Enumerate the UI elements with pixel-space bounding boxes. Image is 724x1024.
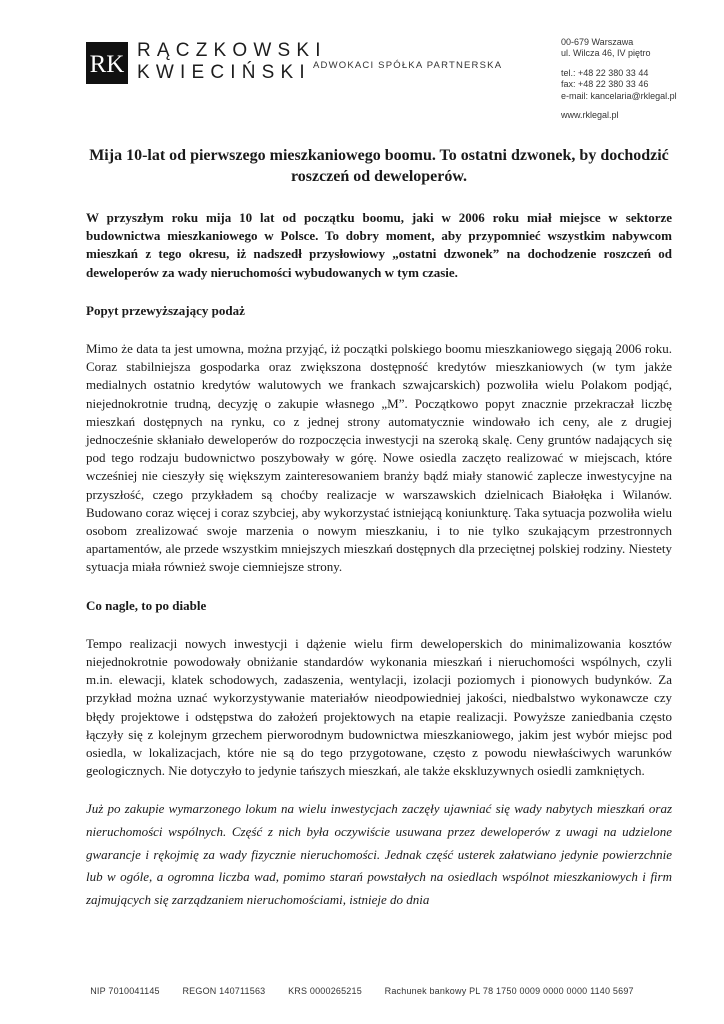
svg-text:RK: RK (89, 51, 125, 78)
website-link[interactable]: www.rklegal.pl (561, 110, 619, 121)
footer-krs: KRS 0000265215 (288, 986, 362, 996)
section-paragraph-co-nagle: Tempo realizacji nowych inwestycji i dążenie wielu firm deweloperskich do minimalizowania kosztów niejednokrotnie powodowały obniżanie standardów wykonania mieszkań i nieruchomości wspólnych, czyli m.in. elewacji, klatek schodowych, zadaszenia, wentylacji, izolacji poziomych i pionowych budynków. Za przykład można uznać wykorzystywanie materiałów nieodpowiedniej jakości, niedbalstwo wykonawcze czy błędy projektowe i odstępstwa do założeń projektowych na etapie realizacji. Powyższe zaniedbania często łączyły się z kolejnym grzechem pierworodnym budownictwa mieszkaniowego, jakim jest wybór miejsc pod osiedla, w lokalizacjach, które nie są do tego przygotowane, często z powodu niewłaściwych warunków geologicznych. Nie dotyczyło to jedynie tańszych mieszkań, ale także ekskluzywnych osiedli zamkniętych. (86, 635, 672, 779)
footer (0, 986, 724, 996)
section-paragraph-popyt: Mimo że data ta jest umowna, można przyjąć, iż początki polskiego boomu mieszkaniowego sięgają 2006 roku. Coraz stabilniejsza gospodarka oraz zwiększona dostępność kredytów mieszkaniowych (w tym jakże medialnych ostatnio kredytów walutowych we frankach szwajcarskich) pozwoliła wielu Polakom podjąć, niejednokrotnie trudną, decyzję o zakupie własnego „M”. Początkowo popyt znacznie przekraczał liczbę mieszkań dostępnych na rynku, co z jednej strony automatycznie windowało ich ceny, ale z drugiej jednocześnie skłaniało deweloperów do rozpoczęcia inwestycji na szeroką skalę. Ceny gruntów nadających się pod tego rodzaju budownictwo poszybowały w górę. Nowe osiedla zaczęto realizować w miejscach, które wcześniej nie cieszyły się większym zainteresowaniem branży bądź miały stanowić zaplecze inwestycyjne na przyszłość, czego przykładem są choćby realizacje w warszawskich dzielnicach Białołęka i Wilanów. Budowano coraz więcej i coraz szybciej, aby wykorzystać istniejącą koniunkturę. Taka sytuacja pozwoliła wielu osobom zrealizować swoje marzenia o nowym mieszkaniu, i to nie tylko szukającym przestronnych apartamentów, ale przede wszystkim mniejszych mieszkań dostępnych dla przeciętnej polskiej rodziny. Niestety sytuacja miała również swoje ciemniejsze strony. (86, 341, 672, 575)
footer-nip: NIP 7010041145 (90, 986, 160, 996)
letterhead (0, 0, 724, 135)
article-body (86, 146, 672, 911)
phone-number: tel.: +48 22 380 33 44 (561, 67, 649, 78)
article-title: Mija 10-lat od pierwszego mieszkaniowego boomu. To ostatni dzwonek, by dochodzić roszczeń od deweloperów. (89, 147, 669, 185)
footer-bank-account: Rachunek bankowy PL 78 1750 0009 0000 0000 1140 5697 (384, 986, 634, 996)
firm-logo (86, 42, 128, 84)
email-address[interactable]: e-mail: kancelaria@rklegal.pl (561, 90, 677, 101)
firm-name-line2: KWIECIŃSKI (137, 62, 311, 83)
italic-paragraph: Już po zakupie wymarzonego lokum na wielu inwestycjach zaczęły ujawniać się wady nabytych mieszkań oraz nieruchomości wspólnych. Część z nich była oczywiście usuwana przez deweloperów z uwagi na udzielone gwarancje i rękojmię za wady fizycznie nieruchomości. Jednak część usterek załatwiano jedynie powierzchnie lub w ogóle, a ogromna liczba wad, pomimo starań powstałych na osiedlach wspólnot mieszkaniowych i firm zajmujących się zarządzaniem nieruchomościami, istnieje do dnia (86, 801, 672, 907)
footer-regon: REGON 140711563 (182, 986, 266, 996)
article-lead: W przyszłym roku mija 10 lat od początku boomu, jaki w 2006 roku miał miejsce w sektorze budownictwa mieszkaniowego w Polsce. To dobry moment, aby przypomnieć wszystkim nabywcom mieszkań z tego okresu, iż nadszedł przysłowiowy „ostatni dzwonek” na dochodzenie roszczeń od deweloperów za wady nieruchomości wybudowanych w tym czasie. (86, 210, 672, 280)
contact-block (561, 37, 677, 121)
section-heading-co-nagle: Co nagle, to po diable (86, 597, 207, 613)
postal-address: 00-679 Warszawa (561, 37, 634, 47)
firm-name-line1: RĄCZKOWSKI (137, 40, 327, 61)
section-heading-popyt: Popyt przewyższający podaż (86, 302, 245, 318)
fax-number: fax: +48 22 380 33 46 (561, 79, 649, 90)
firm-type: ADWOKACI SPÓŁKA PARTNERSKA (313, 60, 503, 71)
street-address: ul. Wilcza 46, IV piętro (561, 48, 651, 59)
rk-monogram-icon (86, 42, 128, 84)
